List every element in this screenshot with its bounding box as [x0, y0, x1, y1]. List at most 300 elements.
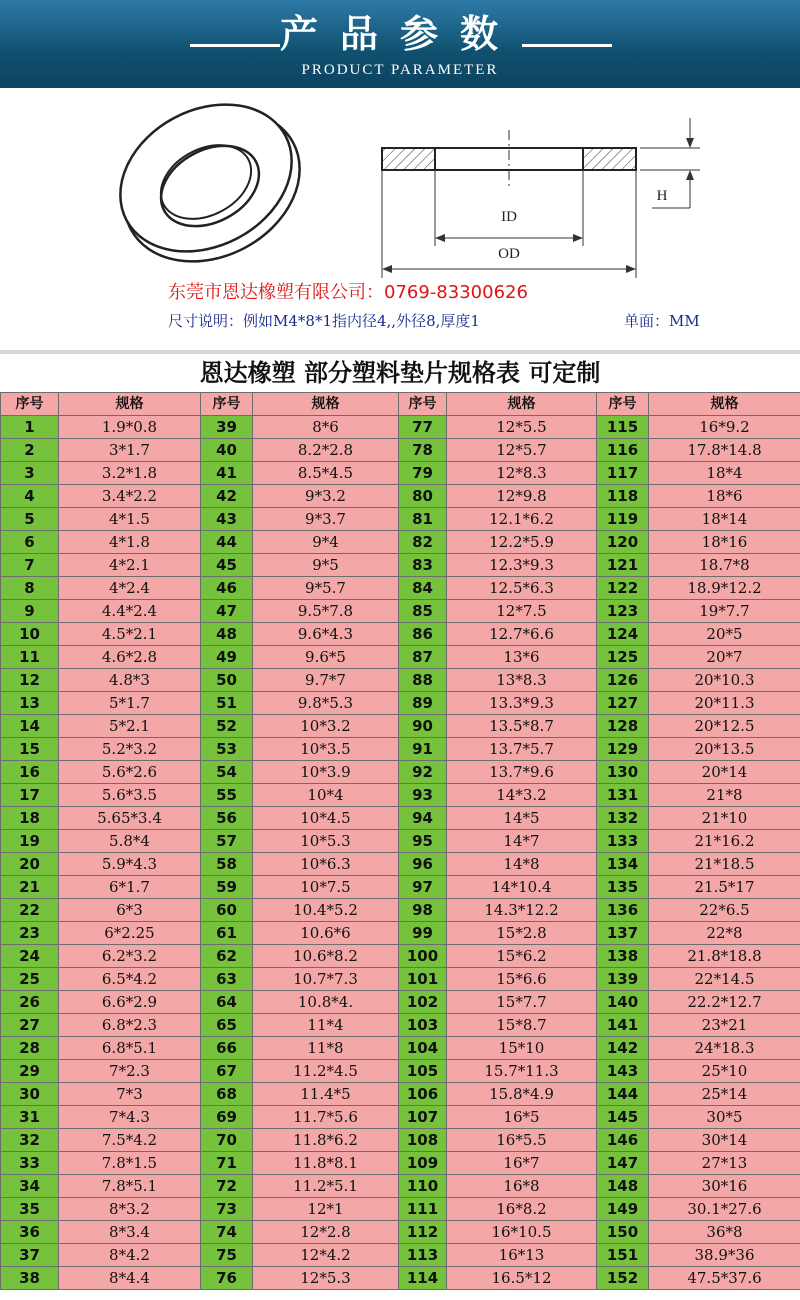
- spec-cell: 16*10.5: [447, 1221, 597, 1244]
- serial-number-cell: 142: [597, 1037, 649, 1060]
- serial-number-cell: 96: [399, 853, 447, 876]
- spec-cell: 5*2.1: [59, 715, 201, 738]
- spec-cell: 18*6: [649, 485, 800, 508]
- serial-number-cell: 132: [597, 807, 649, 830]
- spec-cell: 18.9*12.2: [649, 577, 800, 600]
- spec-cell: 12*4.2: [253, 1244, 399, 1267]
- serial-number-cell: 107: [399, 1106, 447, 1129]
- serial-number-cell: 35: [1, 1198, 59, 1221]
- table-row: [1, 1060, 800, 1083]
- unit-note: 单面：MM: [624, 312, 700, 330]
- spec-cell: 10.8*4.: [253, 991, 399, 1014]
- spec-cell: 12.2*5.9: [447, 531, 597, 554]
- spec-cell: 13.7*9.6: [447, 761, 597, 784]
- spec-cell: 13.3*9.3: [447, 692, 597, 715]
- spec-cell: 16.5*12: [447, 1267, 597, 1290]
- serial-number-cell: 76: [201, 1267, 253, 1290]
- table-body: [1, 416, 800, 1290]
- serial-number-cell: 27: [1, 1014, 59, 1037]
- spec-cell: 25*10: [649, 1060, 800, 1083]
- serial-number-cell: 98: [399, 899, 447, 922]
- spec-cell: 12*5.7: [447, 439, 597, 462]
- serial-number-cell: 74: [201, 1221, 253, 1244]
- serial-number-cell: 73: [201, 1198, 253, 1221]
- spec-cell: 8*6: [253, 416, 399, 439]
- spec-table-section: [0, 354, 800, 1300]
- spec-cell: 5.6*2.6: [59, 761, 201, 784]
- spec-cell: 18*16: [649, 531, 800, 554]
- table-row: [1, 554, 800, 577]
- h-label: H: [656, 188, 668, 204]
- serial-number-cell: 4: [1, 485, 59, 508]
- serial-number-cell: 19: [1, 830, 59, 853]
- serial-number-cell: 64: [201, 991, 253, 1014]
- serial-number-cell: 75: [201, 1244, 253, 1267]
- spec-cell: 12*8.3: [447, 462, 597, 485]
- serial-number-cell: 66: [201, 1037, 253, 1060]
- spec-cell: 16*8: [447, 1175, 597, 1198]
- spec-cell: 11*4: [253, 1014, 399, 1037]
- serial-number-cell: 22: [1, 899, 59, 922]
- serial-number-cell: 83: [399, 554, 447, 577]
- serial-number-cell: 123: [597, 600, 649, 623]
- spec-cell: 14*7: [447, 830, 597, 853]
- spec-cell: 16*5: [447, 1106, 597, 1129]
- spec-cell: 9*5: [253, 554, 399, 577]
- serial-number-cell: 128: [597, 715, 649, 738]
- spec-cell: 13.5*8.7: [447, 715, 597, 738]
- spec-cell: 10*3.5: [253, 738, 399, 761]
- serial-number-cell: 106: [399, 1083, 447, 1106]
- spec-cell: 22.2*12.7: [649, 991, 800, 1014]
- spec-cell: 3*1.7: [59, 439, 201, 462]
- spec-cell: 4*1.8: [59, 531, 201, 554]
- spec-cell: 12.5*6.3: [447, 577, 597, 600]
- spec-cell: 7.5*4.2: [59, 1129, 201, 1152]
- spec-cell: 10*6.3: [253, 853, 399, 876]
- spec-cell: 16*9.2: [649, 416, 800, 439]
- spec-cell: 21*16.2: [649, 830, 800, 853]
- table-row: [1, 876, 800, 899]
- table-row: [1, 1152, 800, 1175]
- spec-cell: 16*8.2: [447, 1198, 597, 1221]
- serial-number-cell: 58: [201, 853, 253, 876]
- spec-cell: 10*5.3: [253, 830, 399, 853]
- serial-number-cell: 104: [399, 1037, 447, 1060]
- spec-cell: 5.6*3.5: [59, 784, 201, 807]
- serial-number-cell: 136: [597, 899, 649, 922]
- serial-number-cell: 68: [201, 1083, 253, 1106]
- spec-cell: 4.6*2.8: [59, 646, 201, 669]
- serial-number-cell: 21: [1, 876, 59, 899]
- serial-number-cell: 51: [201, 692, 253, 715]
- spec-cell: 20*14: [649, 761, 800, 784]
- page-subtitle: PRODUCT PARAMETER: [301, 62, 499, 78]
- spec-cell: 8*3.4: [59, 1221, 201, 1244]
- spec-cell: 11.8*6.2: [253, 1129, 399, 1152]
- spec-cell: 17.8*14.8: [649, 439, 800, 462]
- serial-number-cell: 50: [201, 669, 253, 692]
- spec-cell: 15*7.7: [447, 991, 597, 1014]
- serial-number-cell: 81: [399, 508, 447, 531]
- serial-number-cell: 42: [201, 485, 253, 508]
- spec-cell: 4*2.4: [59, 577, 201, 600]
- serial-number-cell: 60: [201, 899, 253, 922]
- spec-cell: 9*3.2: [253, 485, 399, 508]
- serial-number-cell: 150: [597, 1221, 649, 1244]
- spec-cell: 6*1.7: [59, 876, 201, 899]
- serial-number-cell: 14: [1, 715, 59, 738]
- serial-number-cell: 46: [201, 577, 253, 600]
- spec-cell: 14*5: [447, 807, 597, 830]
- spec-cell: 13*8.3: [447, 669, 597, 692]
- table-row: [1, 1244, 800, 1267]
- table-row: [1, 738, 800, 761]
- header-banner: [0, 0, 800, 88]
- spec-cell: 20*11.3: [649, 692, 800, 715]
- serial-number-cell: 125: [597, 646, 649, 669]
- serial-number-cell: 71: [201, 1152, 253, 1175]
- spec-cell: 7*4.3: [59, 1106, 201, 1129]
- spec-cell: 20*7: [649, 646, 800, 669]
- serial-number-cell: 18: [1, 807, 59, 830]
- spec-cell: 1.9*0.8: [59, 416, 201, 439]
- header-no: 序号: [597, 393, 649, 416]
- serial-number-cell: 13: [1, 692, 59, 715]
- spec-cell: 3.2*1.8: [59, 462, 201, 485]
- spec-cell: 30.1*27.6: [649, 1198, 800, 1221]
- table-row: [1, 830, 800, 853]
- table-row: [1, 853, 800, 876]
- spec-cell: 10*3.9: [253, 761, 399, 784]
- serial-number-cell: 140: [597, 991, 649, 1014]
- serial-number-cell: 89: [399, 692, 447, 715]
- serial-number-cell: 100: [399, 945, 447, 968]
- serial-number-cell: 93: [399, 784, 447, 807]
- spec-cell: 11*8: [253, 1037, 399, 1060]
- serial-number-cell: 108: [399, 1129, 447, 1152]
- spec-cell: 10.6*8.2: [253, 945, 399, 968]
- serial-number-cell: 134: [597, 853, 649, 876]
- spec-cell: 6.8*5.1: [59, 1037, 201, 1060]
- table-row: [1, 646, 800, 669]
- serial-number-cell: 121: [597, 554, 649, 577]
- table-row: [1, 1221, 800, 1244]
- serial-number-cell: 86: [399, 623, 447, 646]
- serial-number-cell: 72: [201, 1175, 253, 1198]
- serial-number-cell: 141: [597, 1014, 649, 1037]
- serial-number-cell: 23: [1, 922, 59, 945]
- serial-number-cell: 137: [597, 922, 649, 945]
- header-no: 序号: [201, 393, 253, 416]
- table-row: [1, 508, 800, 531]
- serial-number-cell: 15: [1, 738, 59, 761]
- serial-number-cell: 49: [201, 646, 253, 669]
- spec-cell: 25*14: [649, 1083, 800, 1106]
- table-row: [1, 1198, 800, 1221]
- spec-cell: 16*7: [447, 1152, 597, 1175]
- serial-number-cell: 109: [399, 1152, 447, 1175]
- spec-cell: 7.8*1.5: [59, 1152, 201, 1175]
- serial-number-cell: 7: [1, 554, 59, 577]
- spec-cell: 4.5*2.1: [59, 623, 201, 646]
- serial-number-cell: 44: [201, 531, 253, 554]
- spec-table: [0, 392, 800, 1290]
- serial-number-cell: 32: [1, 1129, 59, 1152]
- spec-cell: 6.8*2.3: [59, 1014, 201, 1037]
- serial-number-cell: 31: [1, 1106, 59, 1129]
- spec-cell: 10.6*6: [253, 922, 399, 945]
- serial-number-cell: 41: [201, 462, 253, 485]
- id-label: ID: [501, 209, 517, 225]
- spec-cell: 8*3.2: [59, 1198, 201, 1221]
- serial-number-cell: 65: [201, 1014, 253, 1037]
- serial-number-cell: 90: [399, 715, 447, 738]
- serial-number-cell: 79: [399, 462, 447, 485]
- spec-cell: 5.9*4.3: [59, 853, 201, 876]
- serial-number-cell: 70: [201, 1129, 253, 1152]
- header-no: 序号: [1, 393, 59, 416]
- serial-number-cell: 34: [1, 1175, 59, 1198]
- spec-cell: 20*10.3: [649, 669, 800, 692]
- spec-cell: 22*6.5: [649, 899, 800, 922]
- spec-cell: 19*7.7: [649, 600, 800, 623]
- serial-number-cell: 105: [399, 1060, 447, 1083]
- spec-cell: 8.2*2.8: [253, 439, 399, 462]
- serial-number-cell: 1: [1, 416, 59, 439]
- table-row: [1, 462, 800, 485]
- spec-cell: 10*4.5: [253, 807, 399, 830]
- serial-number-cell: 29: [1, 1060, 59, 1083]
- serial-number-cell: 145: [597, 1106, 649, 1129]
- serial-number-cell: 26: [1, 991, 59, 1014]
- serial-number-cell: 147: [597, 1152, 649, 1175]
- spec-cell: 24*18.3: [649, 1037, 800, 1060]
- serial-number-cell: 82: [399, 531, 447, 554]
- serial-number-cell: 20: [1, 853, 59, 876]
- spec-cell: 15*10: [447, 1037, 597, 1060]
- header-no: 序号: [399, 393, 447, 416]
- spec-cell: 14*3.2: [447, 784, 597, 807]
- serial-number-cell: 130: [597, 761, 649, 784]
- spec-cell: 8.5*4.5: [253, 462, 399, 485]
- serial-number-cell: 38: [1, 1267, 59, 1290]
- spec-cell: 9*4: [253, 531, 399, 554]
- serial-number-cell: 101: [399, 968, 447, 991]
- spec-cell: 11.8*8.1: [253, 1152, 399, 1175]
- table-row: [1, 807, 800, 830]
- size-note: 尺寸说明：例如M4*8*1指内径4,,外径8,厚度1: [168, 312, 480, 330]
- spec-cell: 6*3: [59, 899, 201, 922]
- serial-number-cell: 127: [597, 692, 649, 715]
- spec-cell: 22*14.5: [649, 968, 800, 991]
- serial-number-cell: 28: [1, 1037, 59, 1060]
- table-row: [1, 669, 800, 692]
- serial-number-cell: 53: [201, 738, 253, 761]
- serial-number-cell: 36: [1, 1221, 59, 1244]
- serial-number-cell: 77: [399, 416, 447, 439]
- spec-cell: 14*10.4: [447, 876, 597, 899]
- serial-number-cell: 91: [399, 738, 447, 761]
- spec-cell: 4.4*2.4: [59, 600, 201, 623]
- spec-cell: 6.2*3.2: [59, 945, 201, 968]
- serial-number-cell: 10: [1, 623, 59, 646]
- spec-cell: 18*14: [649, 508, 800, 531]
- spec-cell: 8*4.4: [59, 1267, 201, 1290]
- serial-number-cell: 148: [597, 1175, 649, 1198]
- table-row: [1, 1267, 800, 1290]
- spec-cell: 9.7*7: [253, 669, 399, 692]
- od-label: OD: [498, 246, 520, 262]
- serial-number-cell: 80: [399, 485, 447, 508]
- washer-cross-section: [382, 118, 700, 278]
- spec-cell: 18*4: [649, 462, 800, 485]
- serial-number-cell: 25: [1, 968, 59, 991]
- spec-cell: 23*21: [649, 1014, 800, 1037]
- washer-3d-view: [95, 88, 326, 291]
- table-row: [1, 899, 800, 922]
- spec-cell: 21*10: [649, 807, 800, 830]
- spec-cell: 12.1*6.2: [447, 508, 597, 531]
- serial-number-cell: 45: [201, 554, 253, 577]
- table-row: [1, 531, 800, 554]
- serial-number-cell: 9: [1, 600, 59, 623]
- spec-cell: 12.7*6.6: [447, 623, 597, 646]
- spec-cell: 20*12.5: [649, 715, 800, 738]
- spec-cell: 5.65*3.4: [59, 807, 201, 830]
- spec-cell: 9*3.7: [253, 508, 399, 531]
- header-spec: 规格: [649, 393, 800, 416]
- serial-number-cell: 78: [399, 439, 447, 462]
- company-contact: 东莞市恩达橡塑有限公司：0769-83300626: [168, 282, 528, 303]
- serial-number-cell: 30: [1, 1083, 59, 1106]
- serial-number-cell: 33: [1, 1152, 59, 1175]
- serial-number-cell: 133: [597, 830, 649, 853]
- serial-number-cell: 103: [399, 1014, 447, 1037]
- serial-number-cell: 117: [597, 462, 649, 485]
- header-spec: 规格: [447, 393, 597, 416]
- serial-number-cell: 97: [399, 876, 447, 899]
- spec-cell: 21.8*18.8: [649, 945, 800, 968]
- spec-cell: 6.5*4.2: [59, 968, 201, 991]
- spec-cell: 9.5*7.8: [253, 600, 399, 623]
- spec-cell: 21*18.5: [649, 853, 800, 876]
- serial-number-cell: 54: [201, 761, 253, 784]
- serial-number-cell: 88: [399, 669, 447, 692]
- spec-cell: 4*1.5: [59, 508, 201, 531]
- serial-number-cell: 6: [1, 531, 59, 554]
- serial-number-cell: 43: [201, 508, 253, 531]
- spec-cell: 9.6*4.3: [253, 623, 399, 646]
- table-row: [1, 1129, 800, 1152]
- serial-number-cell: 129: [597, 738, 649, 761]
- spec-cell: 9.8*5.3: [253, 692, 399, 715]
- serial-number-cell: 102: [399, 991, 447, 1014]
- serial-number-cell: 114: [399, 1267, 447, 1290]
- table-row: [1, 1175, 800, 1198]
- spec-cell: 15.8*4.9: [447, 1083, 597, 1106]
- spec-cell: 9.6*5: [253, 646, 399, 669]
- spec-cell: 11.4*5: [253, 1083, 399, 1106]
- serial-number-cell: 111: [399, 1198, 447, 1221]
- table-row: [1, 1083, 800, 1106]
- table-row: [1, 784, 800, 807]
- spec-cell: 5.2*3.2: [59, 738, 201, 761]
- spec-cell: 16*5.5: [447, 1129, 597, 1152]
- spec-cell: 47.5*37.6: [649, 1267, 800, 1290]
- spec-cell: 7*2.3: [59, 1060, 201, 1083]
- spec-cell: 30*14: [649, 1129, 800, 1152]
- serial-number-cell: 63: [201, 968, 253, 991]
- serial-number-cell: 52: [201, 715, 253, 738]
- spec-cell: 20*5: [649, 623, 800, 646]
- serial-number-cell: 40: [201, 439, 253, 462]
- spec-cell: 10.7*7.3: [253, 968, 399, 991]
- serial-number-cell: 37: [1, 1244, 59, 1267]
- serial-number-cell: 99: [399, 922, 447, 945]
- serial-number-cell: 120: [597, 531, 649, 554]
- serial-number-cell: 5: [1, 508, 59, 531]
- serial-number-cell: 135: [597, 876, 649, 899]
- serial-number-cell: 118: [597, 485, 649, 508]
- serial-number-cell: 152: [597, 1267, 649, 1290]
- serial-number-cell: 39: [201, 416, 253, 439]
- spec-cell: 15*2.8: [447, 922, 597, 945]
- serial-number-cell: 55: [201, 784, 253, 807]
- header-spec: 规格: [59, 393, 201, 416]
- spec-cell: 11.2*4.5: [253, 1060, 399, 1083]
- spec-cell: 21.5*17: [649, 876, 800, 899]
- spec-cell: 11.7*5.6: [253, 1106, 399, 1129]
- serial-number-cell: 131: [597, 784, 649, 807]
- serial-number-cell: 61: [201, 922, 253, 945]
- spec-cell: 16*13: [447, 1244, 597, 1267]
- table-row: [1, 945, 800, 968]
- spec-cell: 21*8: [649, 784, 800, 807]
- serial-number-cell: 3: [1, 462, 59, 485]
- serial-number-cell: 151: [597, 1244, 649, 1267]
- table-title: 恩达橡塑 部分塑料垫片规格表 可定制: [0, 354, 800, 392]
- serial-number-cell: 12: [1, 669, 59, 692]
- serial-number-cell: 67: [201, 1060, 253, 1083]
- serial-number-cell: 116: [597, 439, 649, 462]
- table-row: [1, 715, 800, 738]
- table-row: [1, 1037, 800, 1060]
- serial-number-cell: 122: [597, 577, 649, 600]
- spec-cell: 36*8: [649, 1221, 800, 1244]
- table-header-row: [1, 393, 800, 416]
- serial-number-cell: 24: [1, 945, 59, 968]
- serial-number-cell: 59: [201, 876, 253, 899]
- serial-number-cell: 149: [597, 1198, 649, 1221]
- serial-number-cell: 112: [399, 1221, 447, 1244]
- serial-number-cell: 8: [1, 577, 59, 600]
- serial-number-cell: 48: [201, 623, 253, 646]
- spec-cell: 6.6*2.9: [59, 991, 201, 1014]
- serial-number-cell: 126: [597, 669, 649, 692]
- table-row: [1, 439, 800, 462]
- table-row: [1, 416, 800, 439]
- spec-cell: 22*8: [649, 922, 800, 945]
- serial-number-cell: 17: [1, 784, 59, 807]
- spec-cell: 12*2.8: [253, 1221, 399, 1244]
- spec-cell: 8*4.2: [59, 1244, 201, 1267]
- spec-cell: 12*9.8: [447, 485, 597, 508]
- serial-number-cell: 92: [399, 761, 447, 784]
- serial-number-cell: 57: [201, 830, 253, 853]
- serial-number-cell: 138: [597, 945, 649, 968]
- spec-cell: 12*7.5: [447, 600, 597, 623]
